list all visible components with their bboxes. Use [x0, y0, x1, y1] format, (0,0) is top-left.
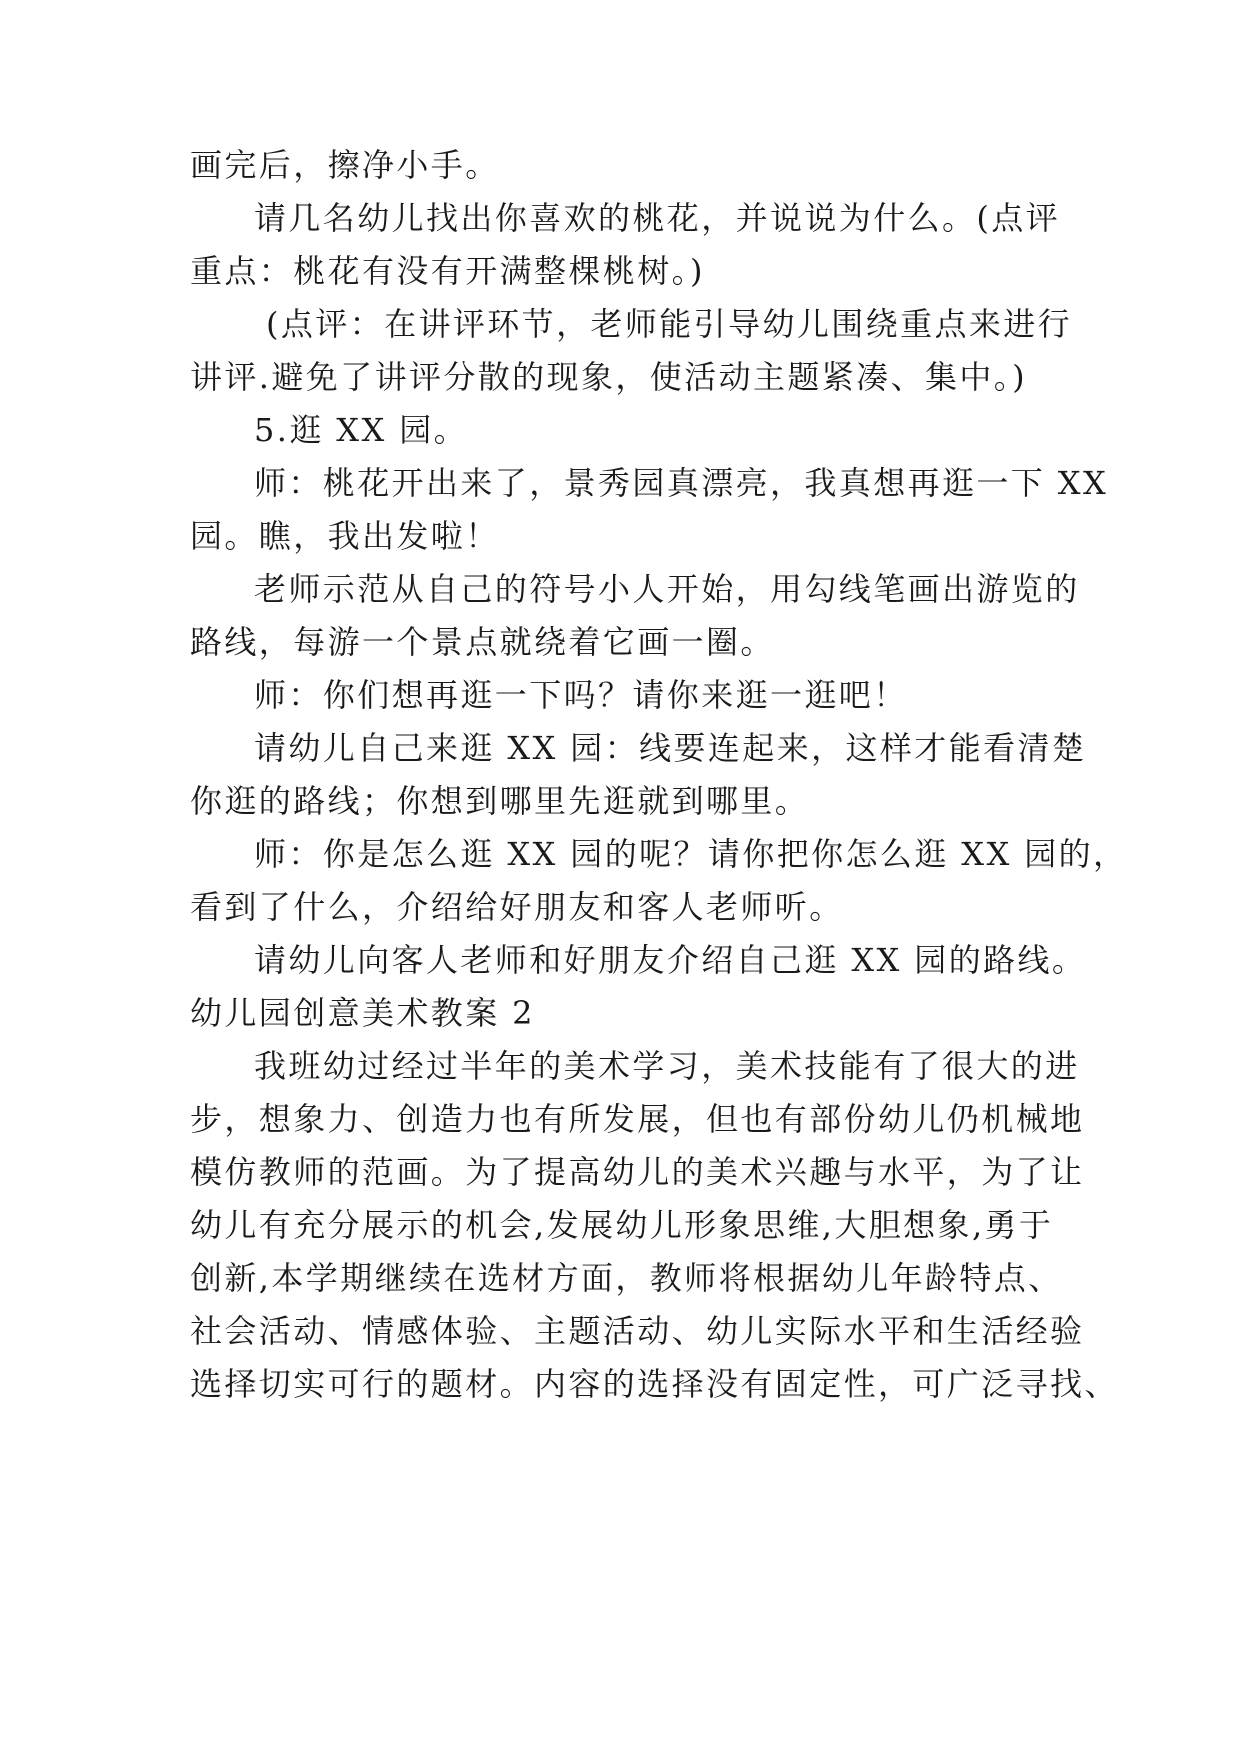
text-line: 讲评.避免了讲评分散的现象，使活动主题紧凑、集中。) — [190, 358, 1028, 396]
text-line: 看到了什么，介绍给好朋友和客人老师听。 — [190, 888, 844, 926]
text-line: 创新,本学期继续在选材方面，教师将根据幼儿年龄特点、 — [190, 1259, 1063, 1297]
text-line: 你逛的路线；你想到哪里先逛就到哪里。 — [190, 782, 810, 820]
text-line: 画完后，擦净小手。 — [190, 146, 500, 184]
text-line: 步，想象力、创造力也有所发展，但也有部份幼儿仍机械地 — [190, 1100, 1085, 1138]
text-line: 师：你们想再逛一下吗？请你来逛一逛吧！ — [254, 676, 908, 714]
text-line: 重点：桃花有没有开满整棵桃树。) — [190, 252, 705, 290]
text-line: 5.逛 XX 园。 — [254, 411, 469, 449]
text-line: 选择切实可行的题材。内容的选择没有固定性，可广泛寻找、 — [190, 1365, 1119, 1403]
text-line: 路线，每游一个景点就绕着它画一圈。 — [190, 623, 775, 661]
text-line: 幼儿有充分展示的机会,发展幼儿形象思维,大胆想象,勇于 — [190, 1206, 1054, 1244]
text-line: 请幼儿向客人老师和好朋友介绍自己逛 XX 园的路线。 — [254, 941, 1087, 979]
text-line: 园。瞧，我出发啦！ — [190, 517, 500, 555]
text-line: 请几名幼儿找出你喜欢的桃花，并说说为什么。(点评 — [254, 199, 1061, 237]
text-line: 师：桃花开出来了，景秀园真漂亮，我真想再逛一下 XX — [254, 464, 1109, 502]
text-line: 模仿教师的范画。为了提高幼儿的美术兴趣与水平，为了让 — [190, 1153, 1085, 1191]
text-line: 师：你是怎么逛 XX 园的呢？请你把你怎么逛 XX 园的， — [254, 835, 1128, 873]
text-line: 请幼儿自己来逛 XX 园：线要连起来，这样才能看清楚 — [254, 729, 1087, 767]
text-line: 我班幼过经过半年的美术学习，美术技能有了很大的进 — [254, 1047, 1080, 1085]
text-line: 社会活动、情感体验、主题活动、幼儿实际水平和生活经验 — [190, 1312, 1085, 1350]
section-heading: 幼儿园创意美术教案 2 — [190, 994, 535, 1032]
text-line: (点评：在讲评环节，老师能引导幼儿围绕重点来进行 — [266, 305, 1073, 343]
text-line: 老师示范从自己的符号小人开始，用勾线笔画出游览的 — [254, 570, 1080, 608]
